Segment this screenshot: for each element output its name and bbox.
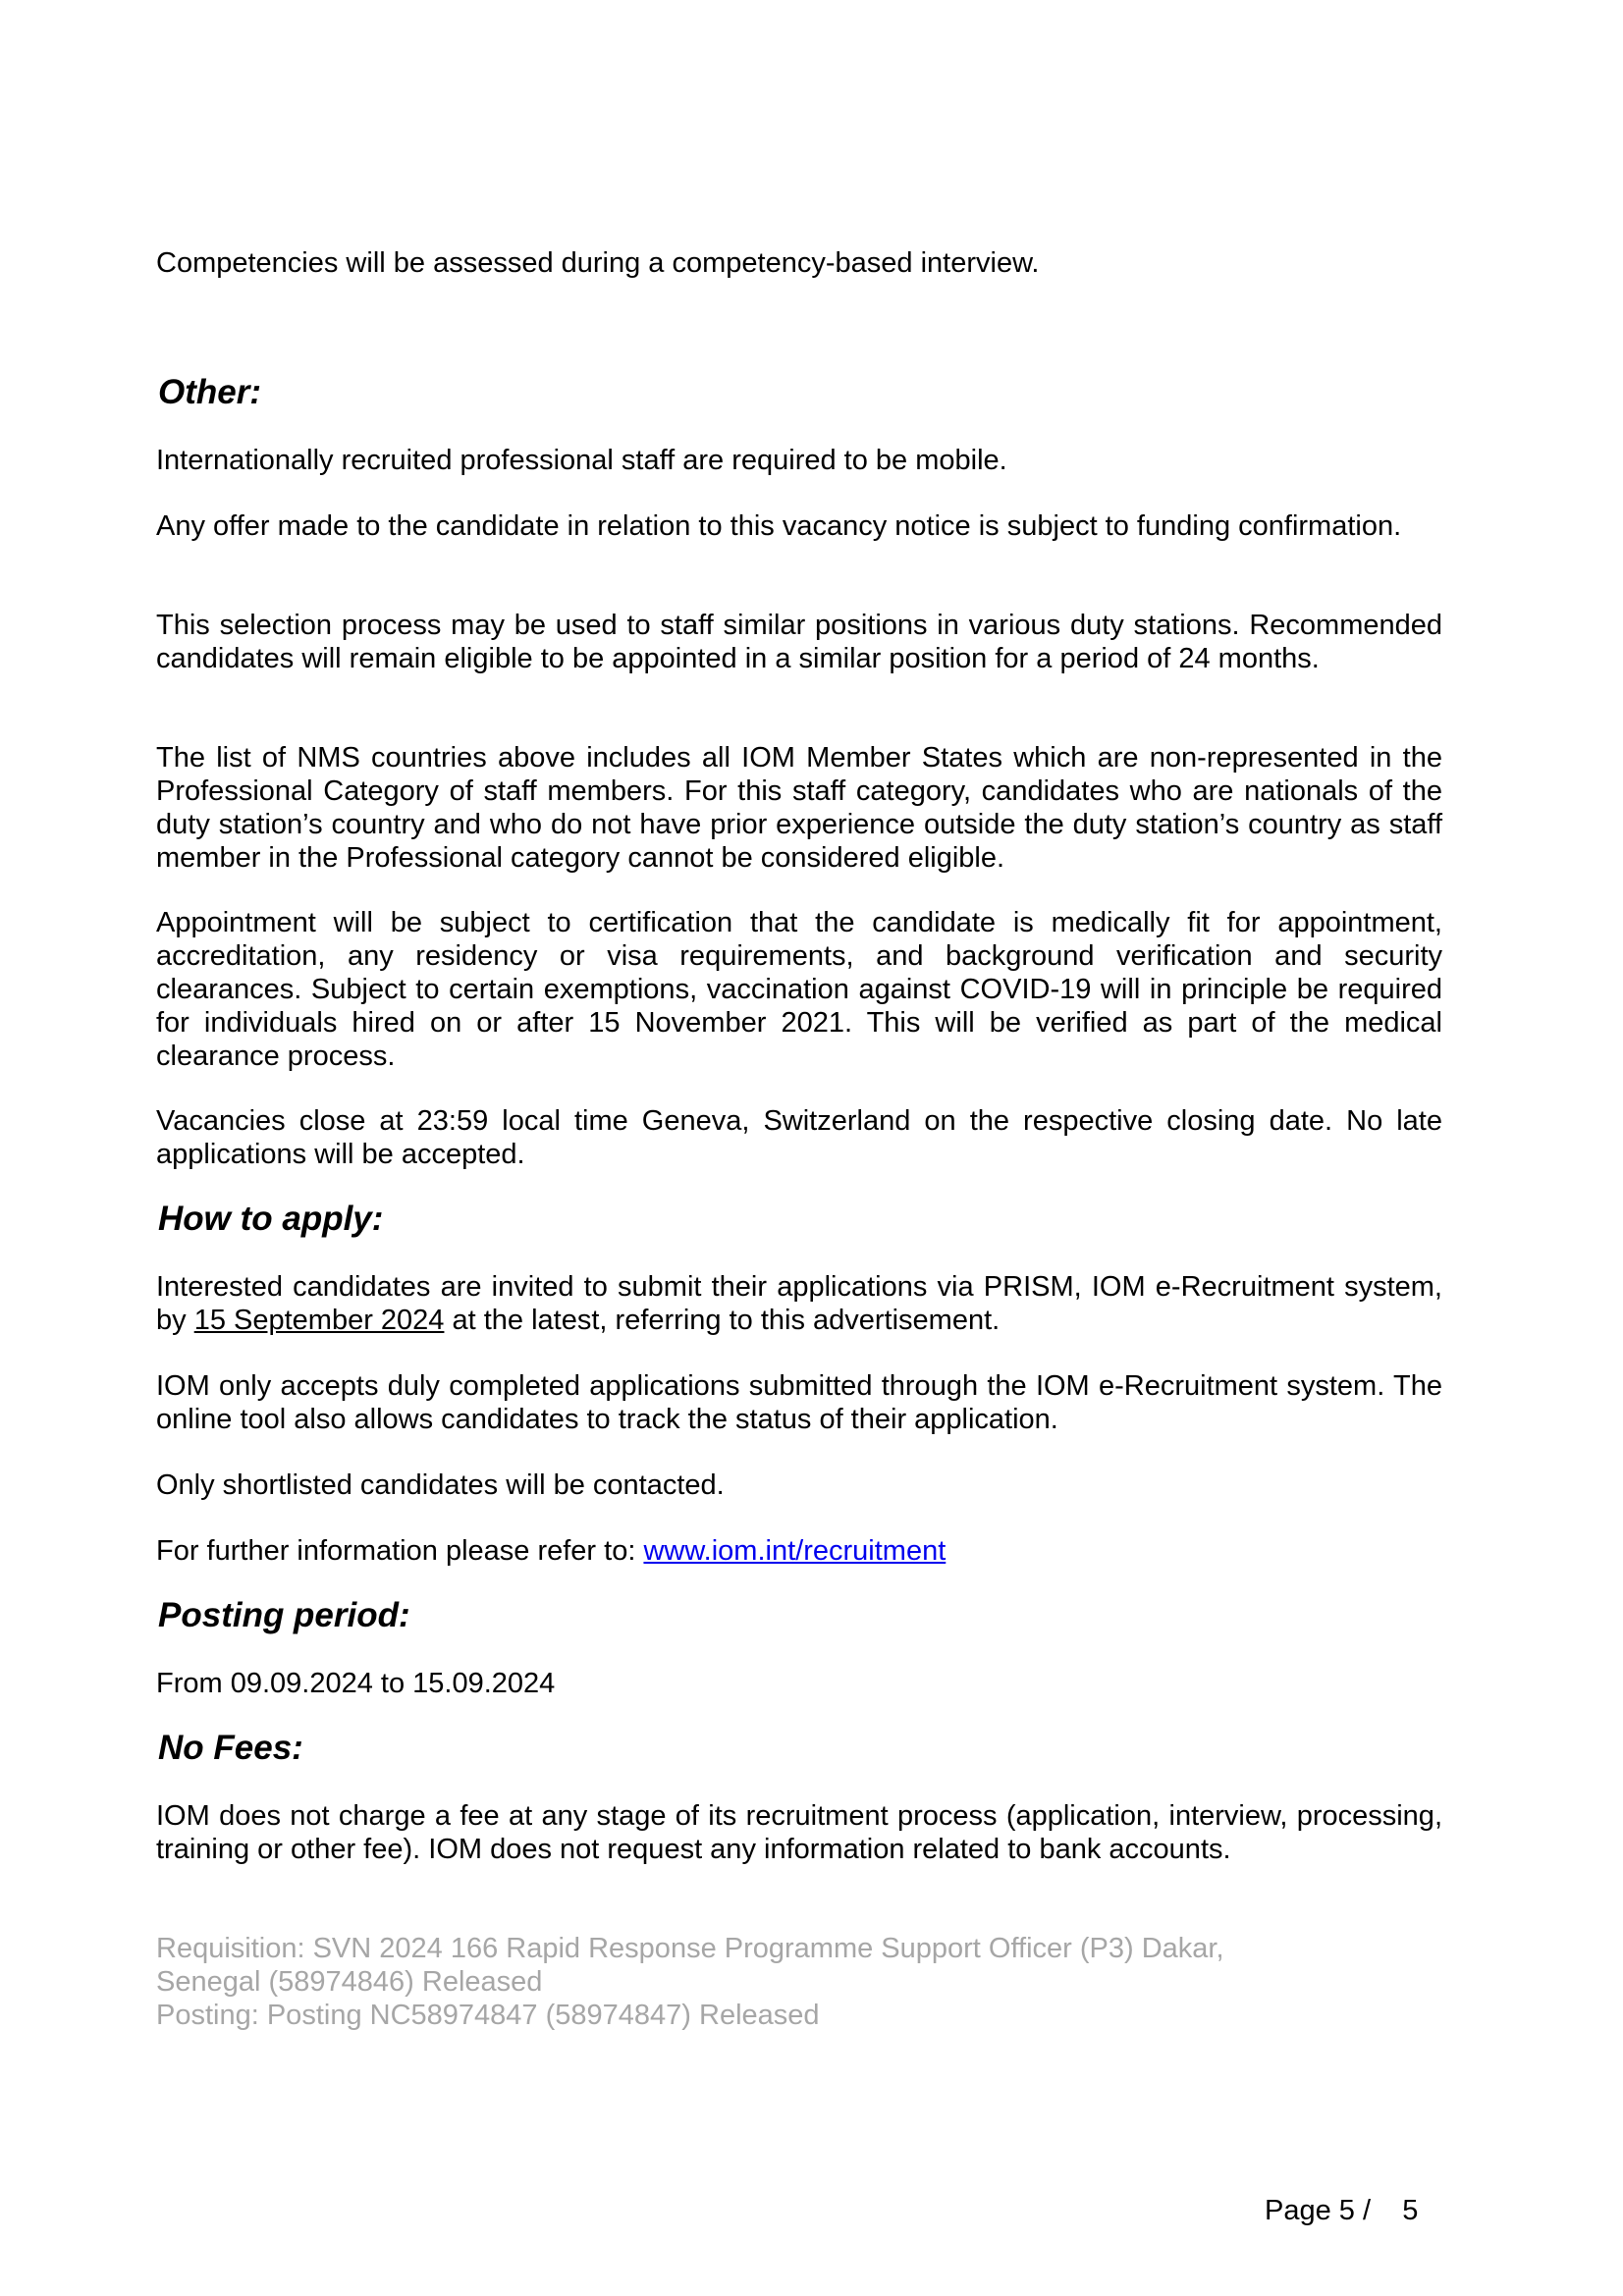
other-paragraph-2: Any offer made to the candidate in relation to this vacancy notice is subject to funding confirmation.: [156, 510, 1402, 542]
recruitment-link[interactable]: www.iom.int/recruitment: [643, 1535, 947, 1567]
further-info-text: For further information please refer to:: [156, 1535, 644, 1567]
apply-text-before: Interested candidates are invited to submit their applications via PRISM, IOM e-Recruitment system, by: [156, 1271, 1442, 1336]
how-to-apply-paragraph-2: IOM only accepts duly completed applications submitted through the IOM e-Recruitment system. The online tool also allows candidates to track the status of their application.: [156, 1370, 1442, 1435]
requisition-info: Requisition: SVN 2024 166 Rapid Response Programme Support Officer (P3) Dakar, Senegal (58974846) Released: [156, 1933, 1224, 1998]
posting-info: Posting: Posting NC58974847 (58974847) Released: [156, 2000, 820, 2031]
posting-period-heading: Posting period:: [158, 1596, 410, 1634]
apply-text-after: at the latest, referring to this advertisement.: [444, 1305, 1001, 1336]
no-fees-text: IOM does not charge a fee at any stage of its recruitment process (application, interview, processing, training or other fee). IOM does not request any information related to bank accounts.: [156, 1800, 1442, 1865]
other-paragraph-6: Vacancies close at 23:59 local time Geneva, Switzerland on the respective closing date. No late applications will be accepted.: [156, 1105, 1442, 1170]
other-paragraph-1: Internationally recruited professional staff are required to be mobile.: [156, 445, 1007, 476]
no-fees-heading: No Fees:: [158, 1729, 303, 1767]
how-to-apply-paragraph-1: [156, 1270, 1442, 1337]
how-to-apply-paragraph-3: Only shortlisted candidates will be contacted.: [156, 1469, 725, 1501]
how-to-apply-heading: How to apply:: [158, 1200, 384, 1238]
intro-paragraph: Competencies will be assessed during a competency-based interview.: [156, 247, 1040, 279]
posting-period-text: From 09.09.2024 to 15.09.2024: [156, 1668, 556, 1699]
other-paragraph-5: Appointment will be subject to certification that the candidate is medically fit for appointment, accreditation, any residency or visa requirements, and background verification and security clearances. Subject to certain exemptions, vaccination against COVID-19 will in principle be required for individuals hired on or after 15 November 2021. This will be verified as part of the medical clearance process.: [156, 907, 1442, 1072]
other-paragraph-3: This selection process may be used to staff similar positions in various duty stations. Recommended candidates will remain eligible to be appointed in a similar position for a period of 24 months.: [156, 610, 1442, 674]
closing-date: 15 September 2024: [193, 1305, 445, 1336]
other-heading: Other:: [158, 373, 261, 411]
other-paragraph-4: The list of NMS countries above includes all IOM Member States which are non-represented in the Professional Category of staff members. For this staff category, candidates who are nationals of the duty station’s country and who do not have prior experience outside the duty station’s country as staff member in the Professional category cannot be considered eligible.: [156, 742, 1442, 874]
page-number: Page 5 / 5: [1265, 2195, 1419, 2226]
how-to-apply-paragraph-4: [156, 1534, 1442, 1568]
